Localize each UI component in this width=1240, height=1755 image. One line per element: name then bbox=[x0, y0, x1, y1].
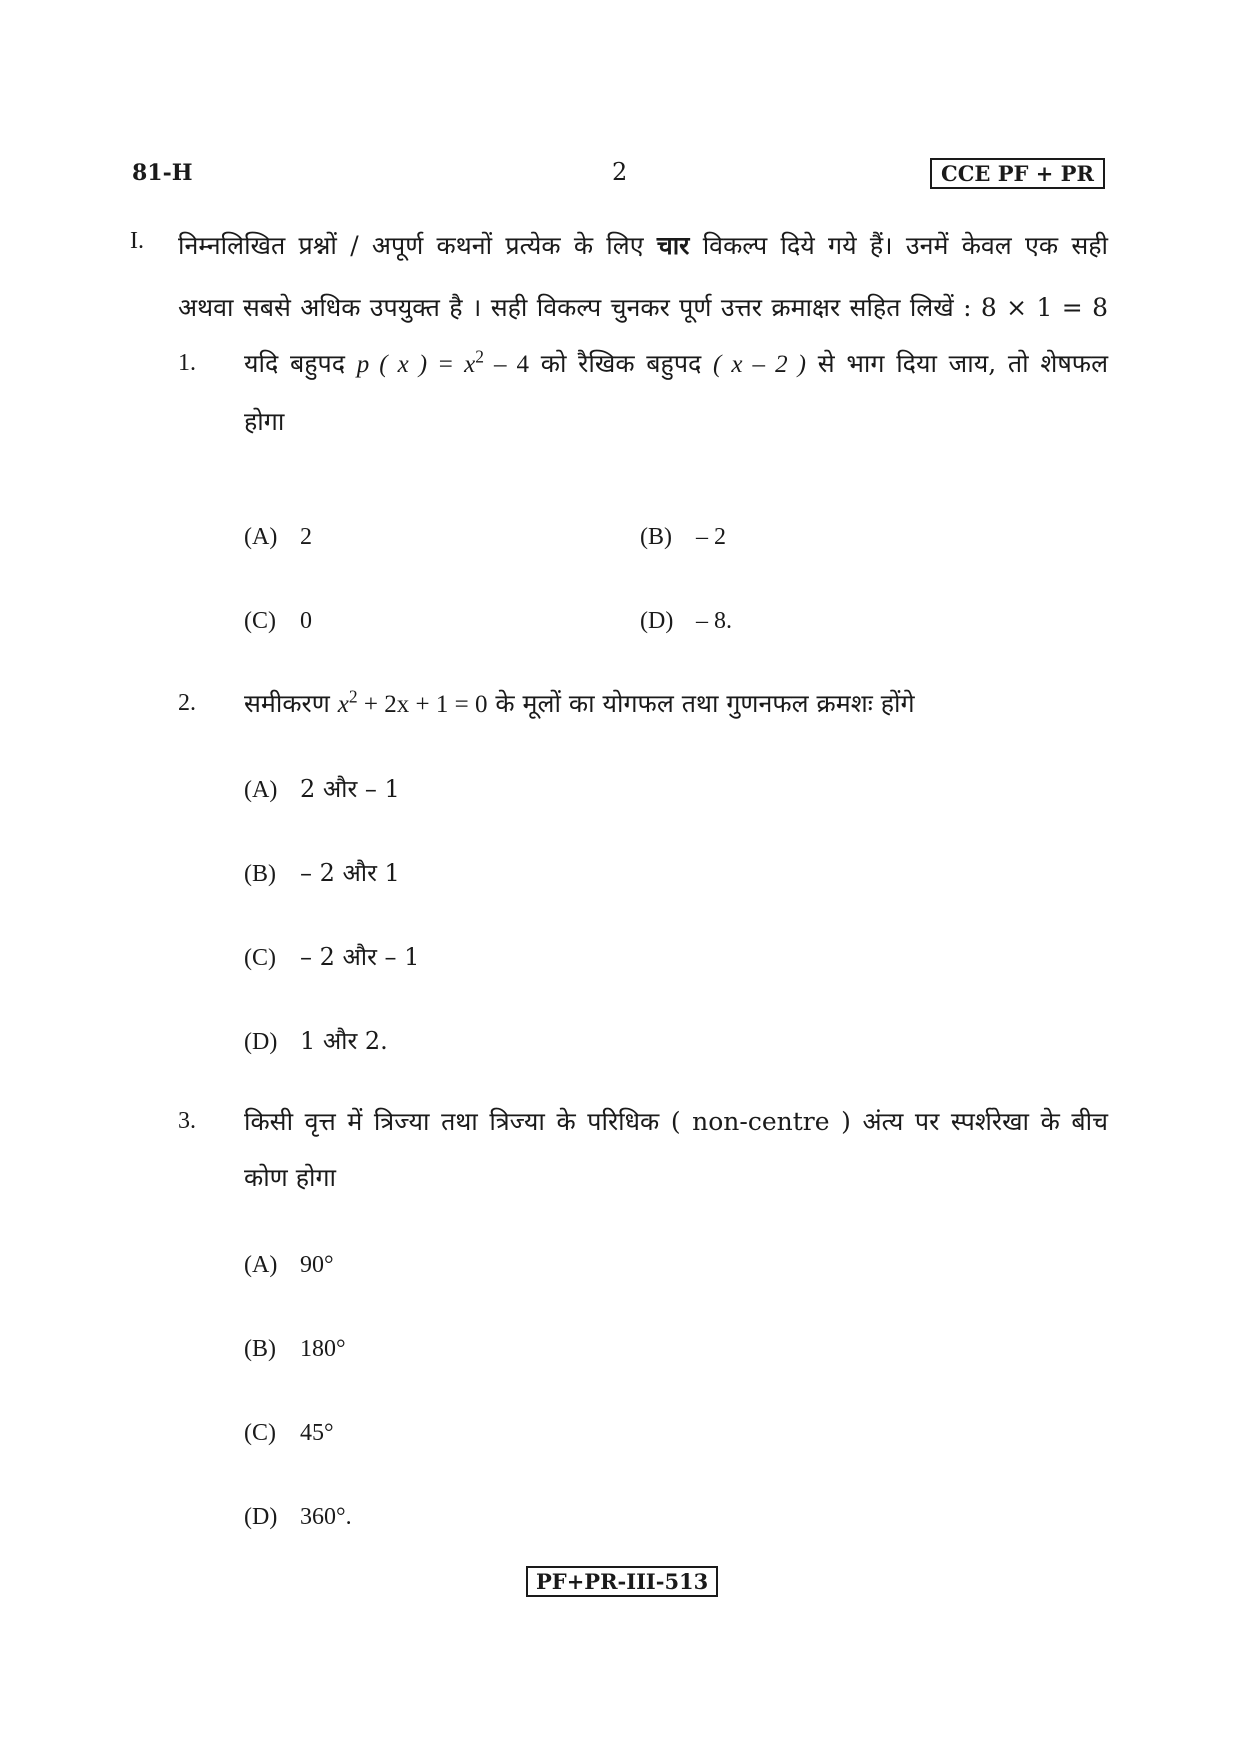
question-text-1-line2: होगा bbox=[244, 407, 285, 436]
q1-option-c: (C) 0 bbox=[244, 608, 312, 634]
q1-option-b: (B) – 2 bbox=[640, 524, 726, 550]
q3-option-c: (C) 45° bbox=[244, 1420, 334, 1446]
q2-option-b: (B) – 2 और 1 bbox=[244, 859, 400, 887]
question-text-3: किसी वृत्त में त्रिज्या तथा त्रिज्या के परिधिक ( non-centre ) अंत्य पर स्पर्शरेखा के बीच bbox=[244, 1107, 1108, 1136]
section-number: I. bbox=[130, 228, 144, 254]
question-number-1: 1. bbox=[178, 350, 196, 376]
q1-option-d: (D) – 8. bbox=[640, 608, 732, 634]
q2-option-d: (D) 1 और 2. bbox=[244, 1027, 388, 1055]
paper-code: 81-H bbox=[132, 160, 193, 186]
q3-option-a: (A) 90° bbox=[244, 1252, 334, 1278]
q1-option-a: (A) 2 bbox=[244, 524, 312, 550]
page-number: 2 bbox=[612, 158, 628, 186]
emphasis-four: चार bbox=[656, 231, 690, 260]
question-number-3: 3. bbox=[178, 1108, 196, 1134]
question-text-2: समीकरण $x^2 + 2x + 1 = 0$ के मूलों का योगफल तथा गुणनफल क्रमशः होंगे bbox=[244, 686, 915, 718]
question-text-1: यदि बहुपद p ( x ) = $x^2 - 4$ को रैखिक बहुपद ( x – 2 ) से भाग दिया जाय, तो शेषफल bbox=[244, 346, 1109, 378]
section-instruction-line1: निम्नलिखित प्रश्नों / अपूर्ण कथनों प्रत्येक के लिए चार विकल्प दिये गये हैं। उनमें केवल एक सही bbox=[178, 231, 1108, 260]
q2-option-c: (C) – 2 और – 1 bbox=[244, 943, 420, 971]
section-instruction-line2: अथवा सबसे अधिक उपयुक्त है । सही विकल्प चुनकर पूर्ण उत्तर क्रमाक्षर सहित लिखें : 8 × 1 = 8 bbox=[178, 293, 1108, 322]
q2-option-a: (A) 2 और – 1 bbox=[244, 775, 400, 803]
q3-option-b: (B) 180° bbox=[244, 1336, 346, 1362]
question-text-3-line2: कोण होगा bbox=[244, 1163, 336, 1192]
q3-option-d: (D) 360°. bbox=[244, 1504, 352, 1530]
footer-code-box: PF+PR-III-513 bbox=[526, 1566, 718, 1597]
exam-code-box: CCE PF + PR bbox=[930, 158, 1105, 189]
question-number-2: 2. bbox=[178, 690, 196, 716]
